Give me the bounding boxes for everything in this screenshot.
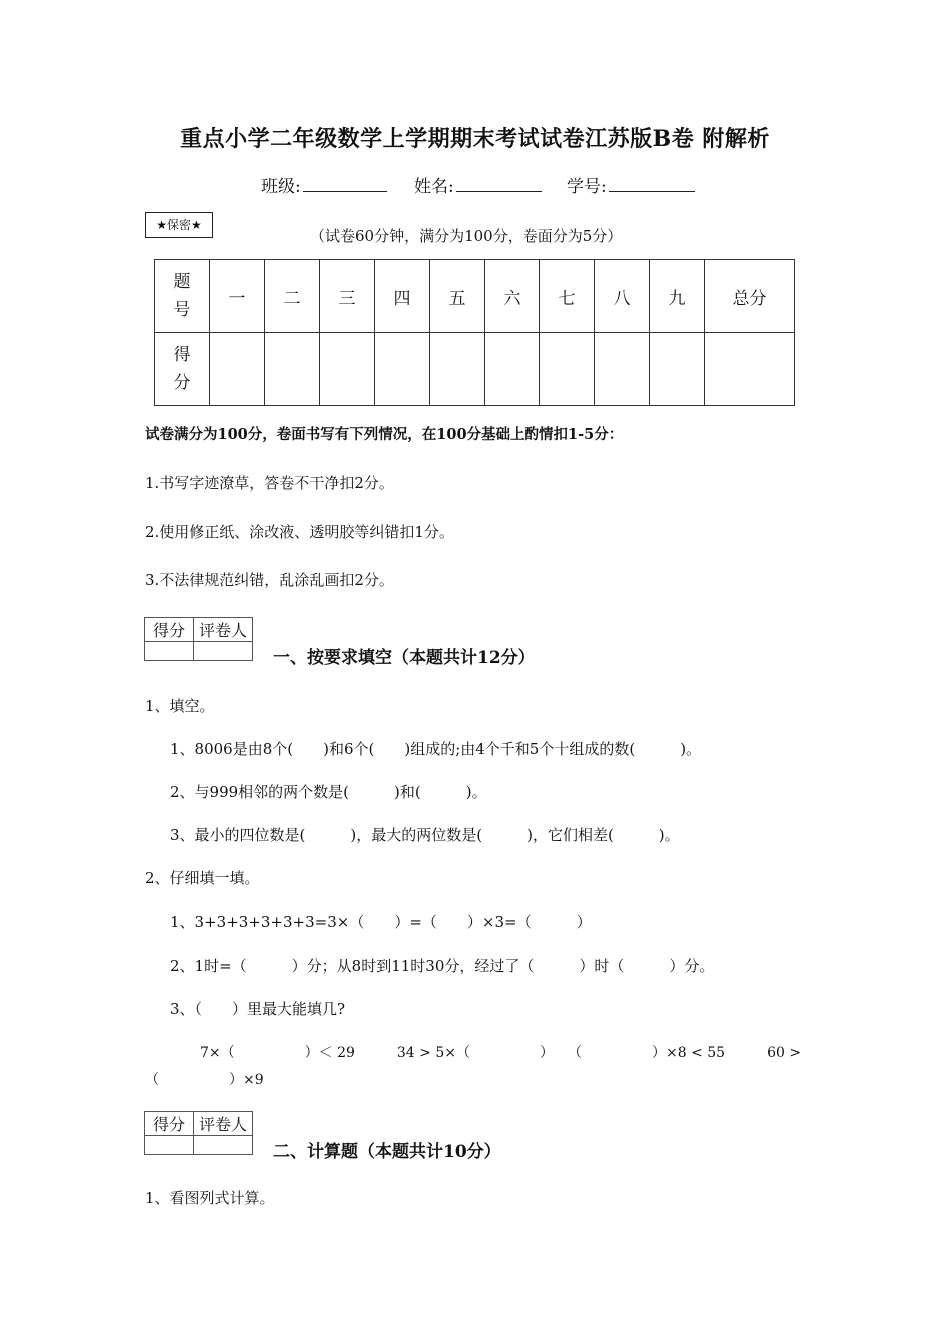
column-header: 三 [320,260,375,333]
grader-name-label: 评卷人 [194,618,253,642]
grader-score-label: 得分 [145,1112,194,1136]
score-cell[interactable] [210,333,265,406]
grader-score-label: 得分 [145,618,194,642]
score-cell[interactable] [320,333,375,406]
column-header-total: 总分 [705,260,795,333]
grader-score-cell[interactable] [145,1136,194,1155]
column-header: 九 [650,260,705,333]
deduction-intro: 试卷满分为100分，卷面书写有下列情况，在100分基础上酌情扣1-5分： [145,426,624,443]
column-header: 二 [265,260,320,333]
grader-name-label: 评卷人 [194,1112,253,1136]
rule-item: 1.书写字迹潦草，答卷不干净扣2分。 [145,474,394,492]
score-cell[interactable] [430,333,485,406]
question-item: 1、8006是由8个( )和6个( )组成的;由4个千和5个十组成的数( )。 [170,740,702,758]
section-title: 一、按要求填空（本题共计12分） [273,648,535,668]
exam-note: （试卷60分钟，满分为100分，卷面分为5分） [310,227,623,245]
grader-score-cell[interactable] [145,642,194,661]
name-blank [456,175,542,192]
column-header: 八 [595,260,650,333]
grader-box [144,617,253,661]
section-title: 二、计算题（本题共计10分） [273,1142,501,1162]
score-cell-total[interactable] [705,333,795,406]
question-item: 2、与999相邻的两个数是( )和( )。 [170,783,487,801]
question-heading: 1、看图列式计算。 [145,1189,275,1207]
rule-item: 2.使用修正纸、涂改液、透明胶等纠错扣1分。 [145,523,454,541]
column-header: 一 [210,260,265,333]
score-cell[interactable] [595,333,650,406]
name-label: 姓名: [414,177,454,197]
score-cell[interactable] [375,333,430,406]
question-item: 3、（ ）里最大能填几? [170,1000,346,1018]
secret-badge: ★保密★ [145,212,213,238]
score-cell[interactable] [650,333,705,406]
row-head-score: 得分 [155,333,210,406]
column-header: 四 [375,260,430,333]
student-number-field [567,172,695,197]
question-item: 2、1时=（ ）分；从8时到11时30分，经过了（ ）时（ ）分。 [170,957,715,975]
name-field [414,172,542,197]
column-header: 五 [430,260,485,333]
score-table-score-row [155,333,795,406]
number-label: 学号: [567,177,607,197]
inequality-line: 7×（ ）＜ 29 34 > 5×（ ） （ ）×8 < 55 60 > [200,1045,802,1061]
question-item: 1、3+3+3+3+3+3=3×（ ）=（ ）×3=（ ） [170,913,592,931]
question-heading: 2、仔细填一填。 [145,869,260,887]
class-blank [303,175,387,192]
row-head-question-number: 题号 [155,260,210,333]
inequality-line: （ ）×9 [145,1072,264,1088]
score-cell[interactable] [540,333,595,406]
grader-box [144,1111,253,1155]
score-table [154,259,795,406]
column-header: 六 [485,260,540,333]
number-blank [609,175,695,192]
rule-item: 3.不法律规范纠错，乱涂乱画扣2分。 [145,571,394,589]
class-label: 班级: [261,177,301,197]
question-item: 3、最小的四位数是( )，最大的两位数是( )，它们相差( )。 [170,826,680,844]
column-header: 七 [540,260,595,333]
page-title: 重点小学二年级数学上学期期末考试试卷江苏版B卷 附解析 [180,126,770,152]
score-cell[interactable] [485,333,540,406]
score-table-header-row [155,260,795,333]
grader-name-cell[interactable] [194,1136,253,1155]
class-field [261,172,387,197]
score-cell[interactable] [265,333,320,406]
grader-name-cell[interactable] [194,642,253,661]
question-heading: 1、填空。 [145,697,215,715]
